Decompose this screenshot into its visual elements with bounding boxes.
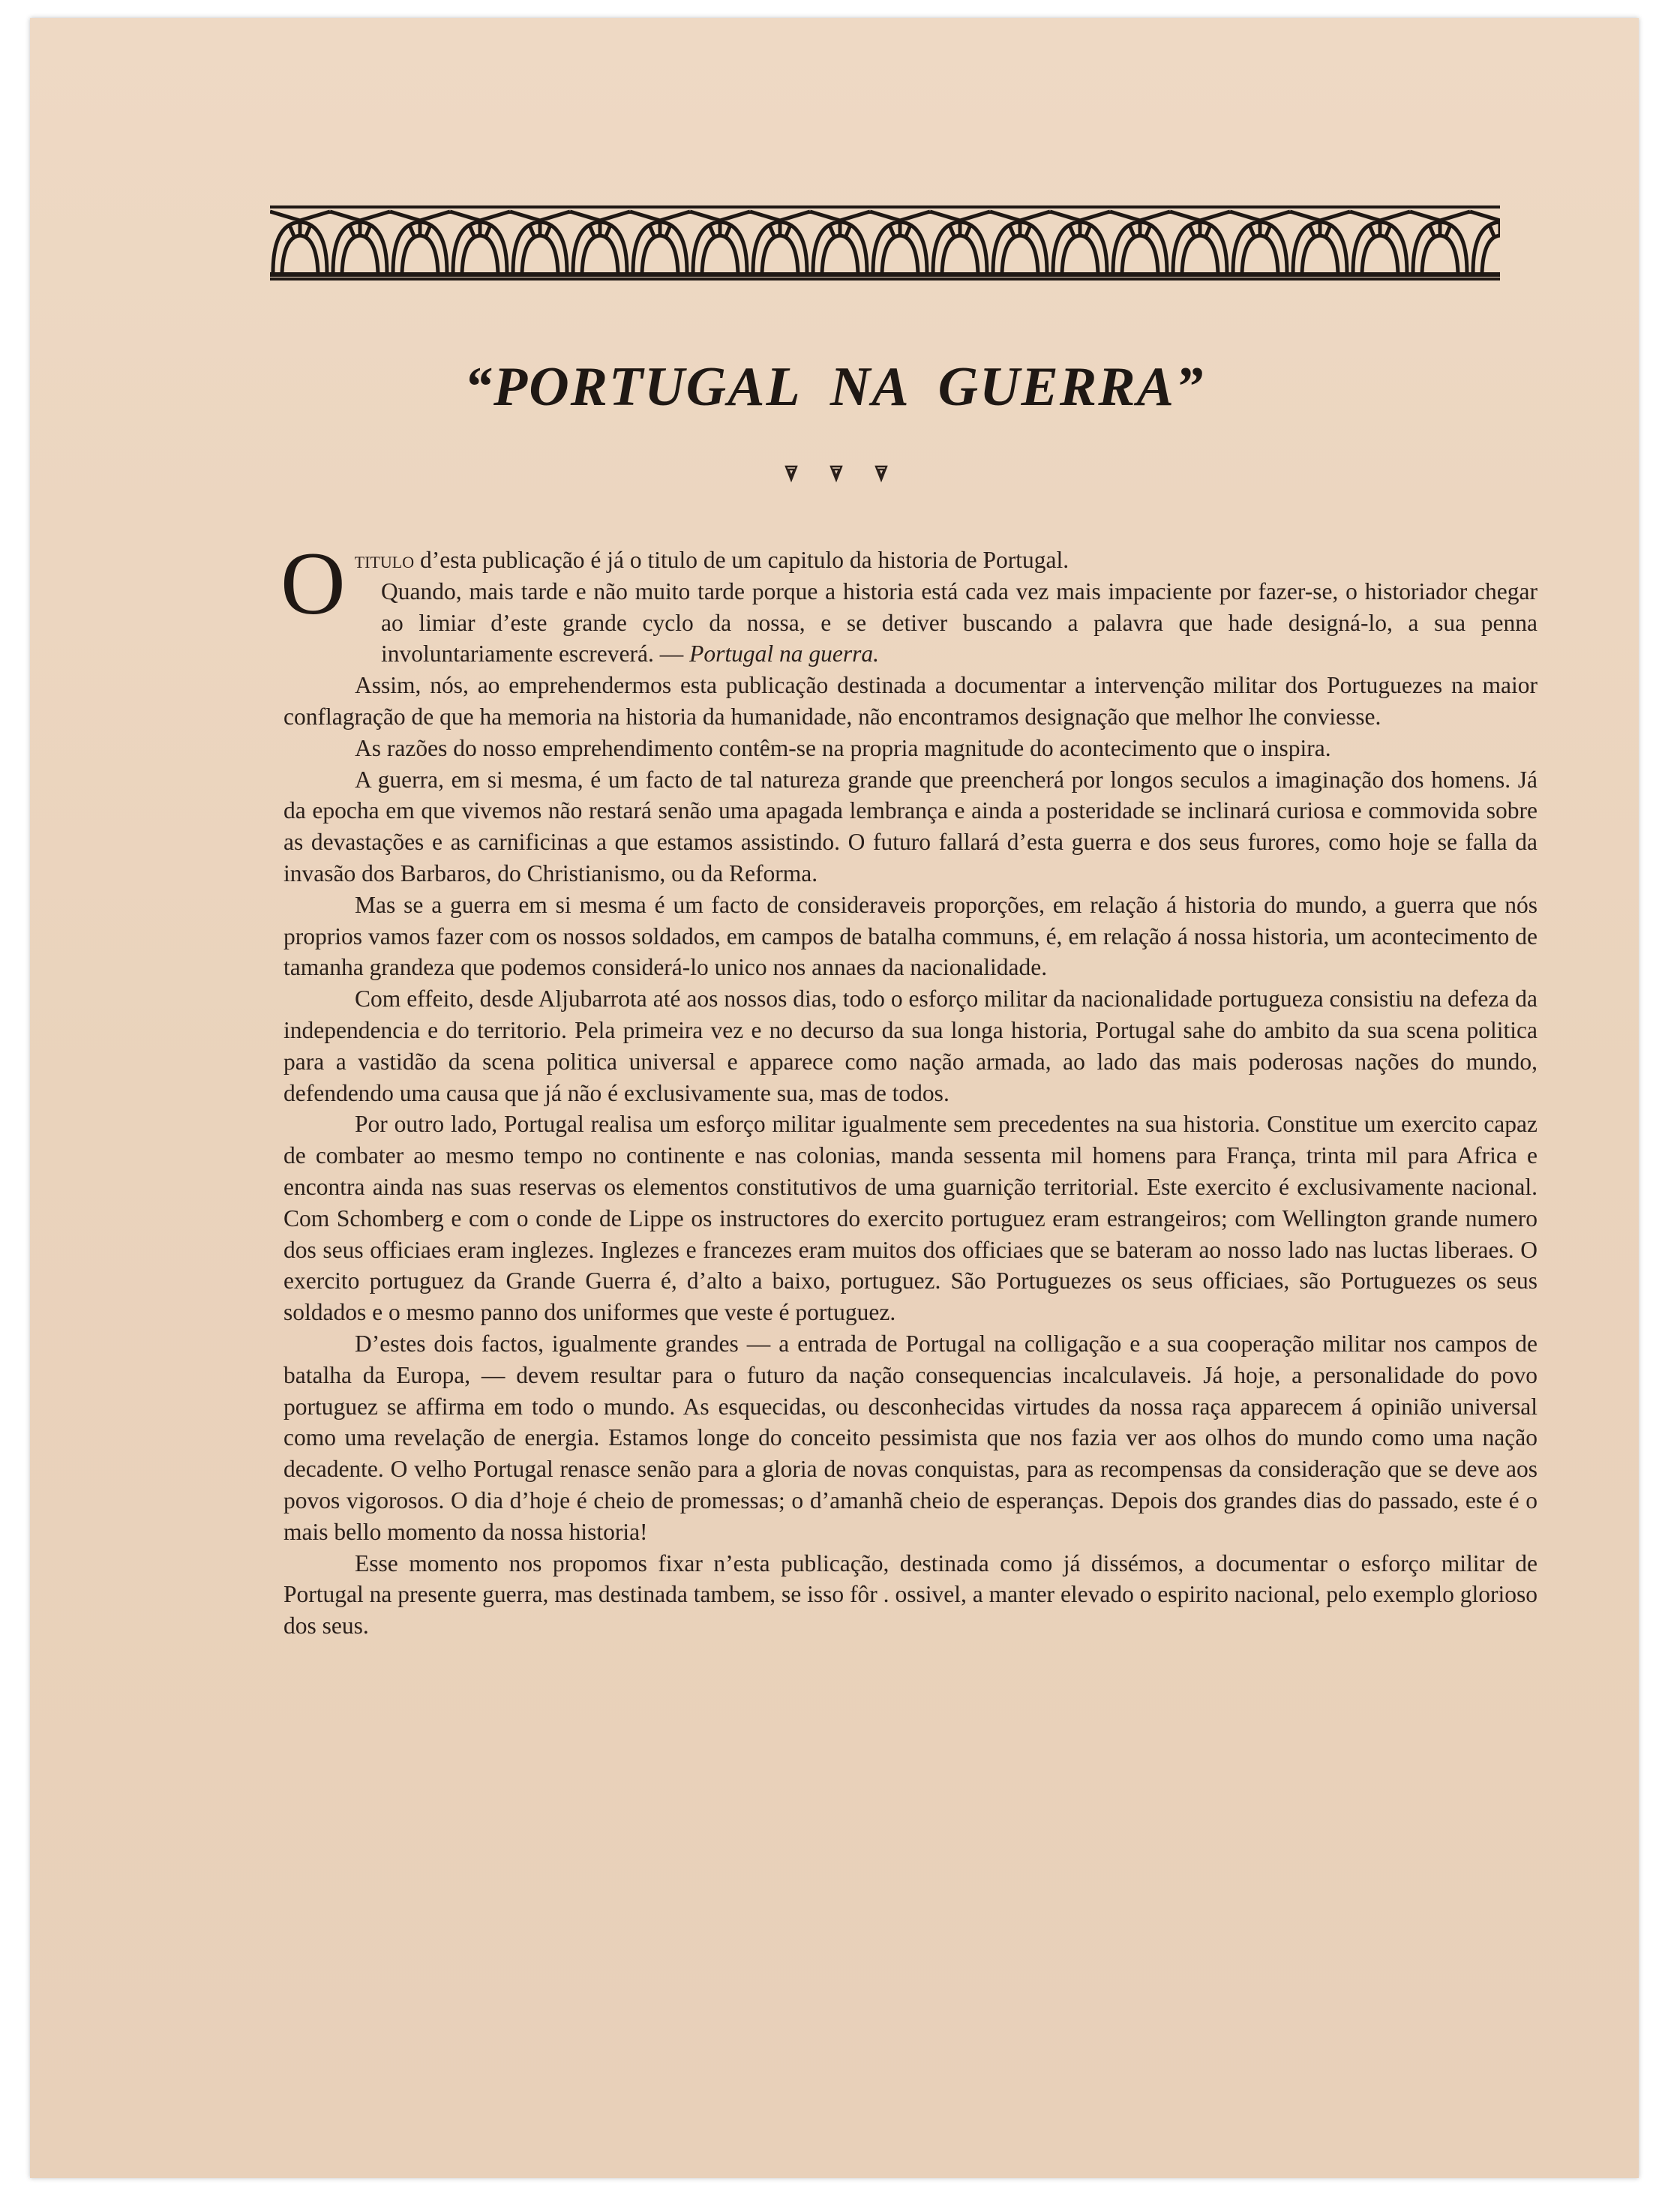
paragraph: Por outro lado, Portugal realisa um esforço militar igualmente sem precedentes na sua historia. Constitue um exercito capaz de combater ao mesmo tempo no continente e nas colonias, manda sessenta mil homens para França, trinta mil para Africa e encontra ainda nas suas reservas os elementos constitutivos de uma guarnição territorial. Este exercito é exclusivamente nacional. Com Schomberg e com o conde de Lippe os instructores do exercito portuguez eram estrangeiros; com Wellington grande numero dos seus officiaes eram inglezes. Inglezes e francezes eram muitos dos officiaes que se bateram ao nosso lado nas luctas liberaes. O exercito portuguez da Grande Guerra é, d’alto a baixo, portuguez. São Portuguezes os seus officiaes, são Portuguezes os seus soldados e o mesmo panno dos uniformes que veste é portuguez.	[284, 1111, 1538, 1326]
paragraph	[284, 576, 1538, 670]
smallcaps-word: titulo	[354, 547, 415, 573]
decorative-border	[270, 206, 1500, 280]
page-title: “PORTUGAL NA GUERRA”	[464, 356, 1204, 418]
paragraph: D’estes dois factos, igualmente grandes — a entrada de Portugal na colligação e a sua cooperação militar nos campos de batalha da Europa, — devem resultar para o futuro da nação consequencias incalculaveis. Já hoje, a personalidade do povo portuguez se affirma em todo o mundo. As esquecidas, ou desconhecidas virtudes da nossa raça apparecem á opinião universal como uma revelação de energia. Estamos longe do conceito pessimista que nos fazia ver aos olhos do mundo como uma nação decadente. O velho Portugal renasce senão para a gloria de novas conquistas, para as recompensas da consideração que se deve aos povos vigorosos. O dia d’hoje é cheio de promessas; o d’amanhã cheio de esperanças. Depois dos grandes dias do passado, este é o mais bello momento da nossa historia!	[284, 1330, 1538, 1545]
paragraph: A guerra, em si mesma, é um facto de tal natureza grande que preencherá por longos seculos a imaginação dos homens. Já da epocha em que vivemos não restará senão uma apagada lembrança e ainda a posteridade se inclinará curiosa e commovida sobre as devastações e as carnificinas a que estamos assistindo. O futuro fallará d’esta guerra e dos seus furores, como hoje se falla da invasão dos Barbaros, do Christianismo, ou da Reforma.	[284, 766, 1538, 886]
arch-pattern-icon	[270, 208, 1500, 278]
paragraph: Esse momento nos propomos fixar n’esta publicação, destinada como já dissémos, a documentar o esforço militar de Portugal na presente guerra, mas destinada tambem, se isso fôr . ossivel, a manter elevado o espirito nacional, pelo exemplo glorioso dos seus.	[284, 1550, 1538, 1640]
paragraph: Com effeito, desde Aljubarrota até aos nossos dias, todo o esforço militar da nacionalidade portugueza consistiu na defeza da independencia e do territorio. Pela primeira vez e no decurso da sua longa historia, Portugal sahe do ambito da sua scena politica para a vastidão da scena politica universal e apparece como nação armada, ao lado das mais poderosas nações do mundo, defendendo uma causa que já não é exclusivamente sua, mas de todos.	[284, 986, 1538, 1106]
italic-phrase: Portugal na guerra.	[689, 640, 879, 668]
paragraph: Assim, nós, ao emprehendermos esta publicação destinada a documentar a intervenção militar dos Portuguezes na maior conflagração de que ha memoria na historia da humanidade, não encontramos designação que melhor lhe conviesse.	[284, 672, 1538, 730]
drop-cap: O	[280, 533, 346, 633]
trefoil-ornament-icon	[780, 462, 900, 486]
article-body	[280, 533, 1538, 1642]
paragraph: Mas se a guerra em si mesma é um facto de consideraveis proporções, em relação á historia do mundo, a guerra que nós proprios vamos fazer com os nossos soldados, em campos de batalha communs, é, em relação á nossa historia, um acontecimento de tamanha grandeza que podemos considerá-lo unico nos annaes da nacionalidade.	[284, 891, 1538, 981]
paragraph-text: Quando, mais tarde e não muito tarde porque a historia está cada vez mais impaciente por fazer-se, o historiador chegar ao limiar d’este grande cyclo da nossa, e se detiver buscando a palavra que hade designá-lo, a sua penna involuntariamente escreverá. —	[381, 578, 1538, 668]
paper-page	[30, 18, 1639, 2178]
paragraph: As razões do nosso emprehendimento contêm-se na propria magnitude do acontecimento que o inspira.	[355, 734, 1331, 761]
paragraph-text: d’esta publicação é já o titulo de um capitulo da historia de Portugal.	[414, 547, 1070, 573]
